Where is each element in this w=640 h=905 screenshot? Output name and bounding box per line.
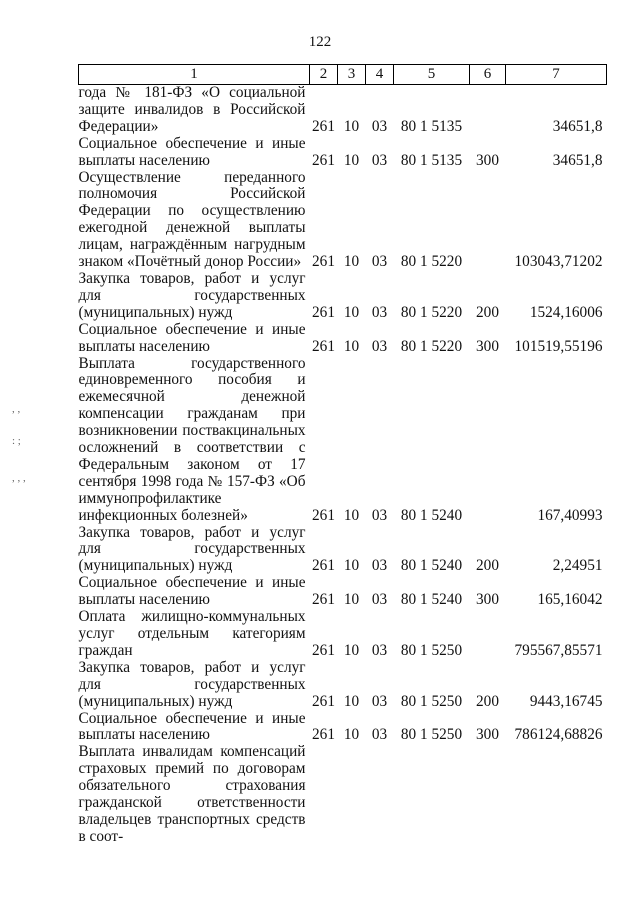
cell-c7: 34651,8 — [552, 151, 603, 169]
cell-c7: 103043,71202 — [514, 253, 603, 271]
cell-c7: 786124,68826 — [514, 726, 603, 744]
cell-c4: 03 — [371, 591, 388, 609]
cell-c6 — [470, 356, 506, 525]
cell-c5: 80 1 5135 — [400, 151, 463, 169]
column-header: 6 — [470, 65, 506, 85]
cell-c6 — [470, 609, 506, 660]
cell-c3: 10 — [343, 117, 360, 135]
cell-c1: Оплата жилищно-коммунальных услуг отдельным категориям граждан — [78, 608, 306, 659]
cell-c3: 10 — [343, 591, 360, 609]
cell-c6 — [470, 85, 506, 136]
cell-c6: 300 — [476, 151, 499, 169]
cell-c3: 10 — [343, 692, 360, 710]
cell-c7: 9443,16745 — [529, 692, 603, 710]
scan-mark: , , — [12, 403, 21, 415]
column-header: 1 — [79, 65, 310, 85]
cell-c2: 261 — [312, 557, 335, 575]
scan-mark: , , , — [12, 472, 26, 484]
cell-c1: Социальное обеспечение и иные выплаты населению — [78, 574, 306, 609]
column-header: 4 — [366, 65, 394, 85]
cell-c3 — [338, 744, 366, 845]
table-row — [79, 136, 607, 170]
table-row — [79, 322, 607, 356]
cell-c2: 261 — [312, 253, 335, 271]
cell-c7 — [506, 744, 607, 845]
page-number: 122 — [308, 34, 332, 50]
cell-c2: 261 — [312, 591, 335, 609]
cell-c2: 261 — [312, 726, 335, 744]
budget-table — [78, 64, 607, 846]
table-row — [79, 356, 607, 525]
cell-c1: Выплата инвалидам компенсаций страховых премий по договорам обязательного страхования гражданской ответственности владельцев транспортных средств в соот- — [78, 743, 306, 845]
cell-c6: 200 — [476, 692, 499, 710]
cell-c7: 167,40993 — [537, 506, 603, 524]
cell-c2 — [310, 744, 338, 845]
cell-c7: 101519,55196 — [514, 337, 603, 355]
table-header-row — [79, 65, 607, 85]
cell-c2: 261 — [312, 337, 335, 355]
cell-c4: 03 — [371, 253, 388, 271]
cell-c6 — [470, 744, 506, 845]
cell-c7: 795567,85571 — [514, 641, 603, 659]
cell-c7: 2,24951 — [552, 557, 603, 575]
cell-c3: 10 — [343, 337, 360, 355]
cell-c1: Осуществление переданного полномочия Российской Федерации по осуществлению ежегодной денежной выплаты лицам, награждённым нагрудным знаком «Почётный донор России» — [78, 168, 306, 271]
cell-c7: 1524,16006 — [529, 303, 603, 321]
cell-c1: Выплата государственного единовременного пособия и ежемесячной денежной компенсации гражданам при возникновении поствакцинальных осложнений в соответствии с Федеральным законом от 17 сентября 1998 года № 157-ФЗ «Об иммунопрофилактике инфекционных болезней» — [78, 354, 306, 524]
cell-c2: 261 — [312, 117, 335, 135]
cell-c7: 34651,8 — [552, 117, 603, 135]
cell-c5: 80 1 5220 — [400, 253, 463, 271]
cell-c2: 261 — [312, 641, 335, 659]
cell-c4: 03 — [371, 726, 388, 744]
cell-c2: 261 — [312, 506, 335, 524]
cell-c5: 80 1 5240 — [400, 557, 463, 575]
cell-c2: 261 — [312, 151, 335, 169]
cell-c5: 80 1 5250 — [400, 726, 463, 744]
cell-c1: Закупка товаров, работ и услуг для государственных (муниципальных) нужд — [78, 523, 306, 575]
table-row — [79, 660, 607, 711]
cell-c6: 300 — [476, 591, 499, 609]
cell-c3: 10 — [343, 303, 360, 321]
cell-c6 — [470, 170, 506, 271]
cell-c5: 80 1 5220 — [400, 337, 463, 355]
cell-c5: 80 1 5135 — [400, 117, 463, 135]
cell-c4: 03 — [371, 151, 388, 169]
cell-c1: Закупка товаров, работ и услуг для государственных (муниципальных) нужд — [78, 658, 306, 710]
cell-c2: 261 — [312, 692, 335, 710]
cell-c1: Социальное обеспечение и иные выплаты населению — [78, 709, 306, 744]
table-row — [79, 271, 607, 322]
column-header: 2 — [310, 65, 338, 85]
column-header: 3 — [338, 65, 366, 85]
cell-c2: 261 — [312, 303, 335, 321]
table-row — [79, 525, 607, 576]
table-row — [79, 170, 607, 271]
table-row — [79, 609, 607, 660]
cell-c5: 80 1 5250 — [400, 641, 463, 659]
cell-c1: Социальное обеспечение и иные выплаты населению — [78, 320, 306, 355]
cell-c6: 200 — [476, 303, 499, 321]
cell-c3: 10 — [343, 641, 360, 659]
table-row — [79, 85, 607, 136]
cell-c3: 10 — [343, 253, 360, 271]
cell-c6: 300 — [476, 337, 499, 355]
cell-c3: 10 — [343, 151, 360, 169]
cell-c4: 03 — [371, 692, 388, 710]
cell-c4: 03 — [371, 337, 388, 355]
cell-c6: 200 — [476, 557, 499, 575]
cell-c4: 03 — [371, 557, 388, 575]
cell-c1: Закупка товаров, работ и услуг для государственных (муниципальных) нужд — [78, 269, 306, 321]
cell-c5: 80 1 5240 — [400, 591, 463, 609]
cell-c5: 80 1 5240 — [400, 506, 463, 524]
cell-c7: 165,16042 — [537, 591, 603, 609]
table-row — [79, 744, 607, 845]
cell-c3: 10 — [343, 557, 360, 575]
cell-c6: 300 — [476, 726, 499, 744]
table-row — [79, 711, 607, 745]
column-header: 5 — [394, 65, 470, 85]
cell-c4: 03 — [371, 641, 388, 659]
cell-c4: 03 — [371, 303, 388, 321]
column-header: 7 — [506, 65, 607, 85]
cell-c4: 03 — [371, 506, 388, 524]
cell-c1: года № 181-ФЗ «О социальной защите инвалидов в Российской Федерации» — [78, 84, 306, 135]
cell-c4 — [366, 744, 394, 845]
cell-c5: 80 1 5220 — [400, 303, 463, 321]
cell-c3: 10 — [343, 506, 360, 524]
cell-c4: 03 — [371, 117, 388, 135]
cell-c3: 10 — [343, 726, 360, 744]
scan-mark: : ; — [12, 435, 21, 447]
table-row — [79, 575, 607, 609]
cell-c5 — [394, 744, 470, 845]
cell-c5: 80 1 5250 — [400, 692, 463, 710]
cell-c1: Социальное обеспечение и иные выплаты населению — [78, 134, 306, 169]
